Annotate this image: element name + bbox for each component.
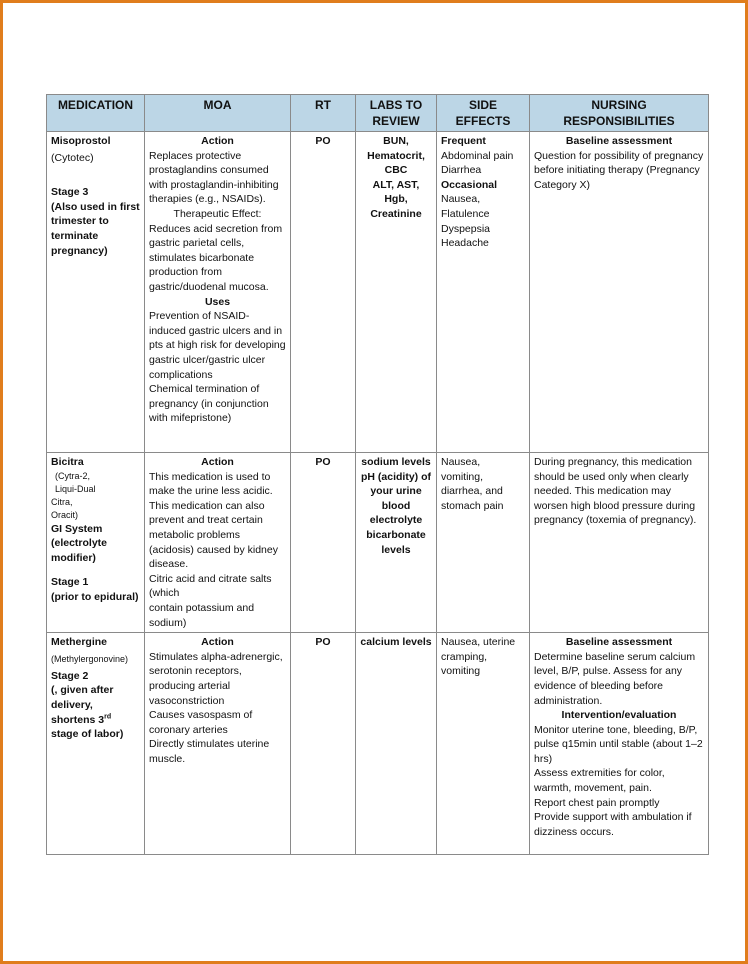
table-row (47, 453, 709, 633)
medication-system: GI System (electrolyte modifier) (51, 522, 108, 564)
medication-brand: (Cytotec) (51, 151, 94, 164)
medication-name: Methergine (51, 636, 108, 649)
lab-item: Creatinine (370, 207, 422, 220)
moa-uses-heading: Uses (204, 295, 231, 308)
medication-name: Bicitra (51, 456, 84, 468)
side-effects-occasional-heading: Occasional (441, 178, 498, 191)
moa-cell (145, 633, 291, 855)
nursing-cell (530, 633, 709, 855)
table-row (47, 132, 709, 453)
nursing-text: Assess extremities for color, warmth, movement, pain. (534, 767, 665, 795)
medication-brand: (Cytra-2, (55, 470, 91, 481)
header-moa: MOA (145, 95, 291, 132)
route-cell: PO (291, 633, 356, 855)
nursing-heading: Intervention/evaluation (561, 709, 677, 722)
header-side-effects: SIDE EFFECTS (437, 95, 530, 132)
header-medication: MEDICATION (47, 95, 145, 132)
labs-cell: calcium levels (356, 633, 437, 855)
header-row (47, 95, 709, 132)
nursing-cell (530, 132, 709, 453)
medication-brand: Liqui-Dual (55, 483, 96, 494)
lab-item: BUN, (383, 135, 409, 147)
medication-cell (47, 132, 145, 453)
moa-cell (145, 453, 291, 633)
medication-cell (47, 633, 145, 855)
nursing-text: Determine baseline serum calcium level, B/P, pulse. Assess for any evidence of bleeding before administration. (534, 650, 696, 707)
moa-text-2: Citric acid and citrate salts (which (149, 572, 272, 600)
side-effect-item: Flatulence (441, 207, 490, 220)
medication-name: Misoprostol (51, 135, 111, 147)
nursing-text: Question for possibility of pregnancy before initiating therapy (Pregnancy Category X) (534, 149, 704, 191)
medication-cell (47, 453, 145, 633)
moa-action-text: This medication is used to make the urine less acidic. This medication can also prevent and treat certain metabolic problems (acidosis) caused by kidney disease. (149, 470, 278, 571)
medication-brand: Citra, (51, 496, 73, 507)
side-effect-item: Abdominal pain (441, 149, 514, 162)
side-effect-item: Dyspepsia (441, 222, 491, 235)
nursing-text: Provide support with ambulation if dizziness occurs. (534, 811, 692, 838)
header-rt: RT (291, 95, 356, 132)
header-nursing: NURSING RESPONSIBILITIES (530, 95, 709, 132)
lab-item: Hematocrit, (367, 149, 425, 162)
nursing-text: Monitor uterine tone, bleeding, B/P, pulse q15min until stable (about 1–2 hrs) (534, 723, 703, 765)
nursing-text: Report chest pain promptly (534, 796, 660, 809)
lab-item: CBC (384, 164, 408, 177)
moa-action-heading: Action (201, 135, 234, 147)
moa-text-2: Causes vasospasm of coronary arteries (149, 709, 253, 736)
nursing-heading: Baseline assessment (565, 135, 673, 147)
side-effects-cell: Nausea, uterine cramping, vomiting (437, 633, 530, 855)
medication-stage: Stage 3 (51, 186, 89, 199)
header-labs: LABS TO REVIEW (356, 95, 437, 132)
lab-item: ALT, AST, (372, 178, 420, 191)
medication-stage: Stage 2 (51, 669, 89, 682)
side-effect-item: Nausea, (441, 193, 481, 206)
lab-item: Hgb, (384, 193, 408, 206)
medication-note: (prior to epidural) (51, 590, 139, 603)
side-effects-cell (437, 132, 530, 453)
nursing-cell: During pregnancy, this medication should be used only when clearly needed. This medication may worsen high blood pressure during pregnancy (toxemia of pregnancy). (530, 453, 709, 633)
side-effects-cell: Nausea, vomiting, diarrhea, and stomach pain (437, 453, 530, 633)
medication-brand: Oracit) (51, 509, 78, 520)
labs-cell: sodium levels pH (acidity) of your urine blood electrolyte bicarbonate levels (356, 453, 437, 633)
nursing-heading: Baseline assessment (565, 636, 673, 649)
medication-stage: Stage 1 (51, 576, 89, 589)
moa-action-heading: Action (201, 456, 234, 468)
moa-uses-text: Prevention of NSAID-induced gastric ulcers and in pts at high risk for developing gastric ulcer/gastric ulcer complications (149, 310, 286, 381)
medication-table (46, 94, 709, 855)
medication-note: (, given after delivery, shortens 3rd stage of labor) (51, 684, 124, 741)
moa-therapeutic-heading: Therapeutic Effect: (173, 207, 262, 220)
moa-action-heading: Action (201, 636, 234, 649)
side-effect-item: Diarrhea (441, 164, 482, 177)
moa-uses-text-2: Chemical termination of pregnancy (in conjunction with mifepristone) (149, 383, 269, 425)
moa-text-3: contain potassium and sodium) (149, 601, 255, 629)
moa-action-text: Stimulates alpha-adrenergic, serotonin receptors, producing arterial vasoconstriction (149, 650, 283, 707)
table-row (47, 633, 709, 855)
medication-brand: (Methylergonovine) (51, 653, 129, 664)
medication-note: (Also used in first trimester to terminate pregnancy) (51, 200, 140, 257)
labs-cell (356, 132, 437, 453)
moa-therapeutic-text: Reduces acid secretion from gastric parietal cells, stimulates bicarbonate production from gastric/duodenal mucosa. (149, 222, 283, 293)
side-effect-item: Headache (441, 237, 489, 250)
moa-cell (145, 132, 291, 453)
side-effects-frequent-heading: Frequent (441, 135, 486, 147)
moa-action-text: Replaces protective prostaglandins consumed with prostaglandin-inhibiting therapies (e.g., NSAIDs). (149, 149, 279, 206)
route-cell: PO (291, 132, 356, 453)
moa-text-3: Directly stimulates uterine muscle. (149, 738, 270, 765)
route-cell: PO (291, 453, 356, 633)
